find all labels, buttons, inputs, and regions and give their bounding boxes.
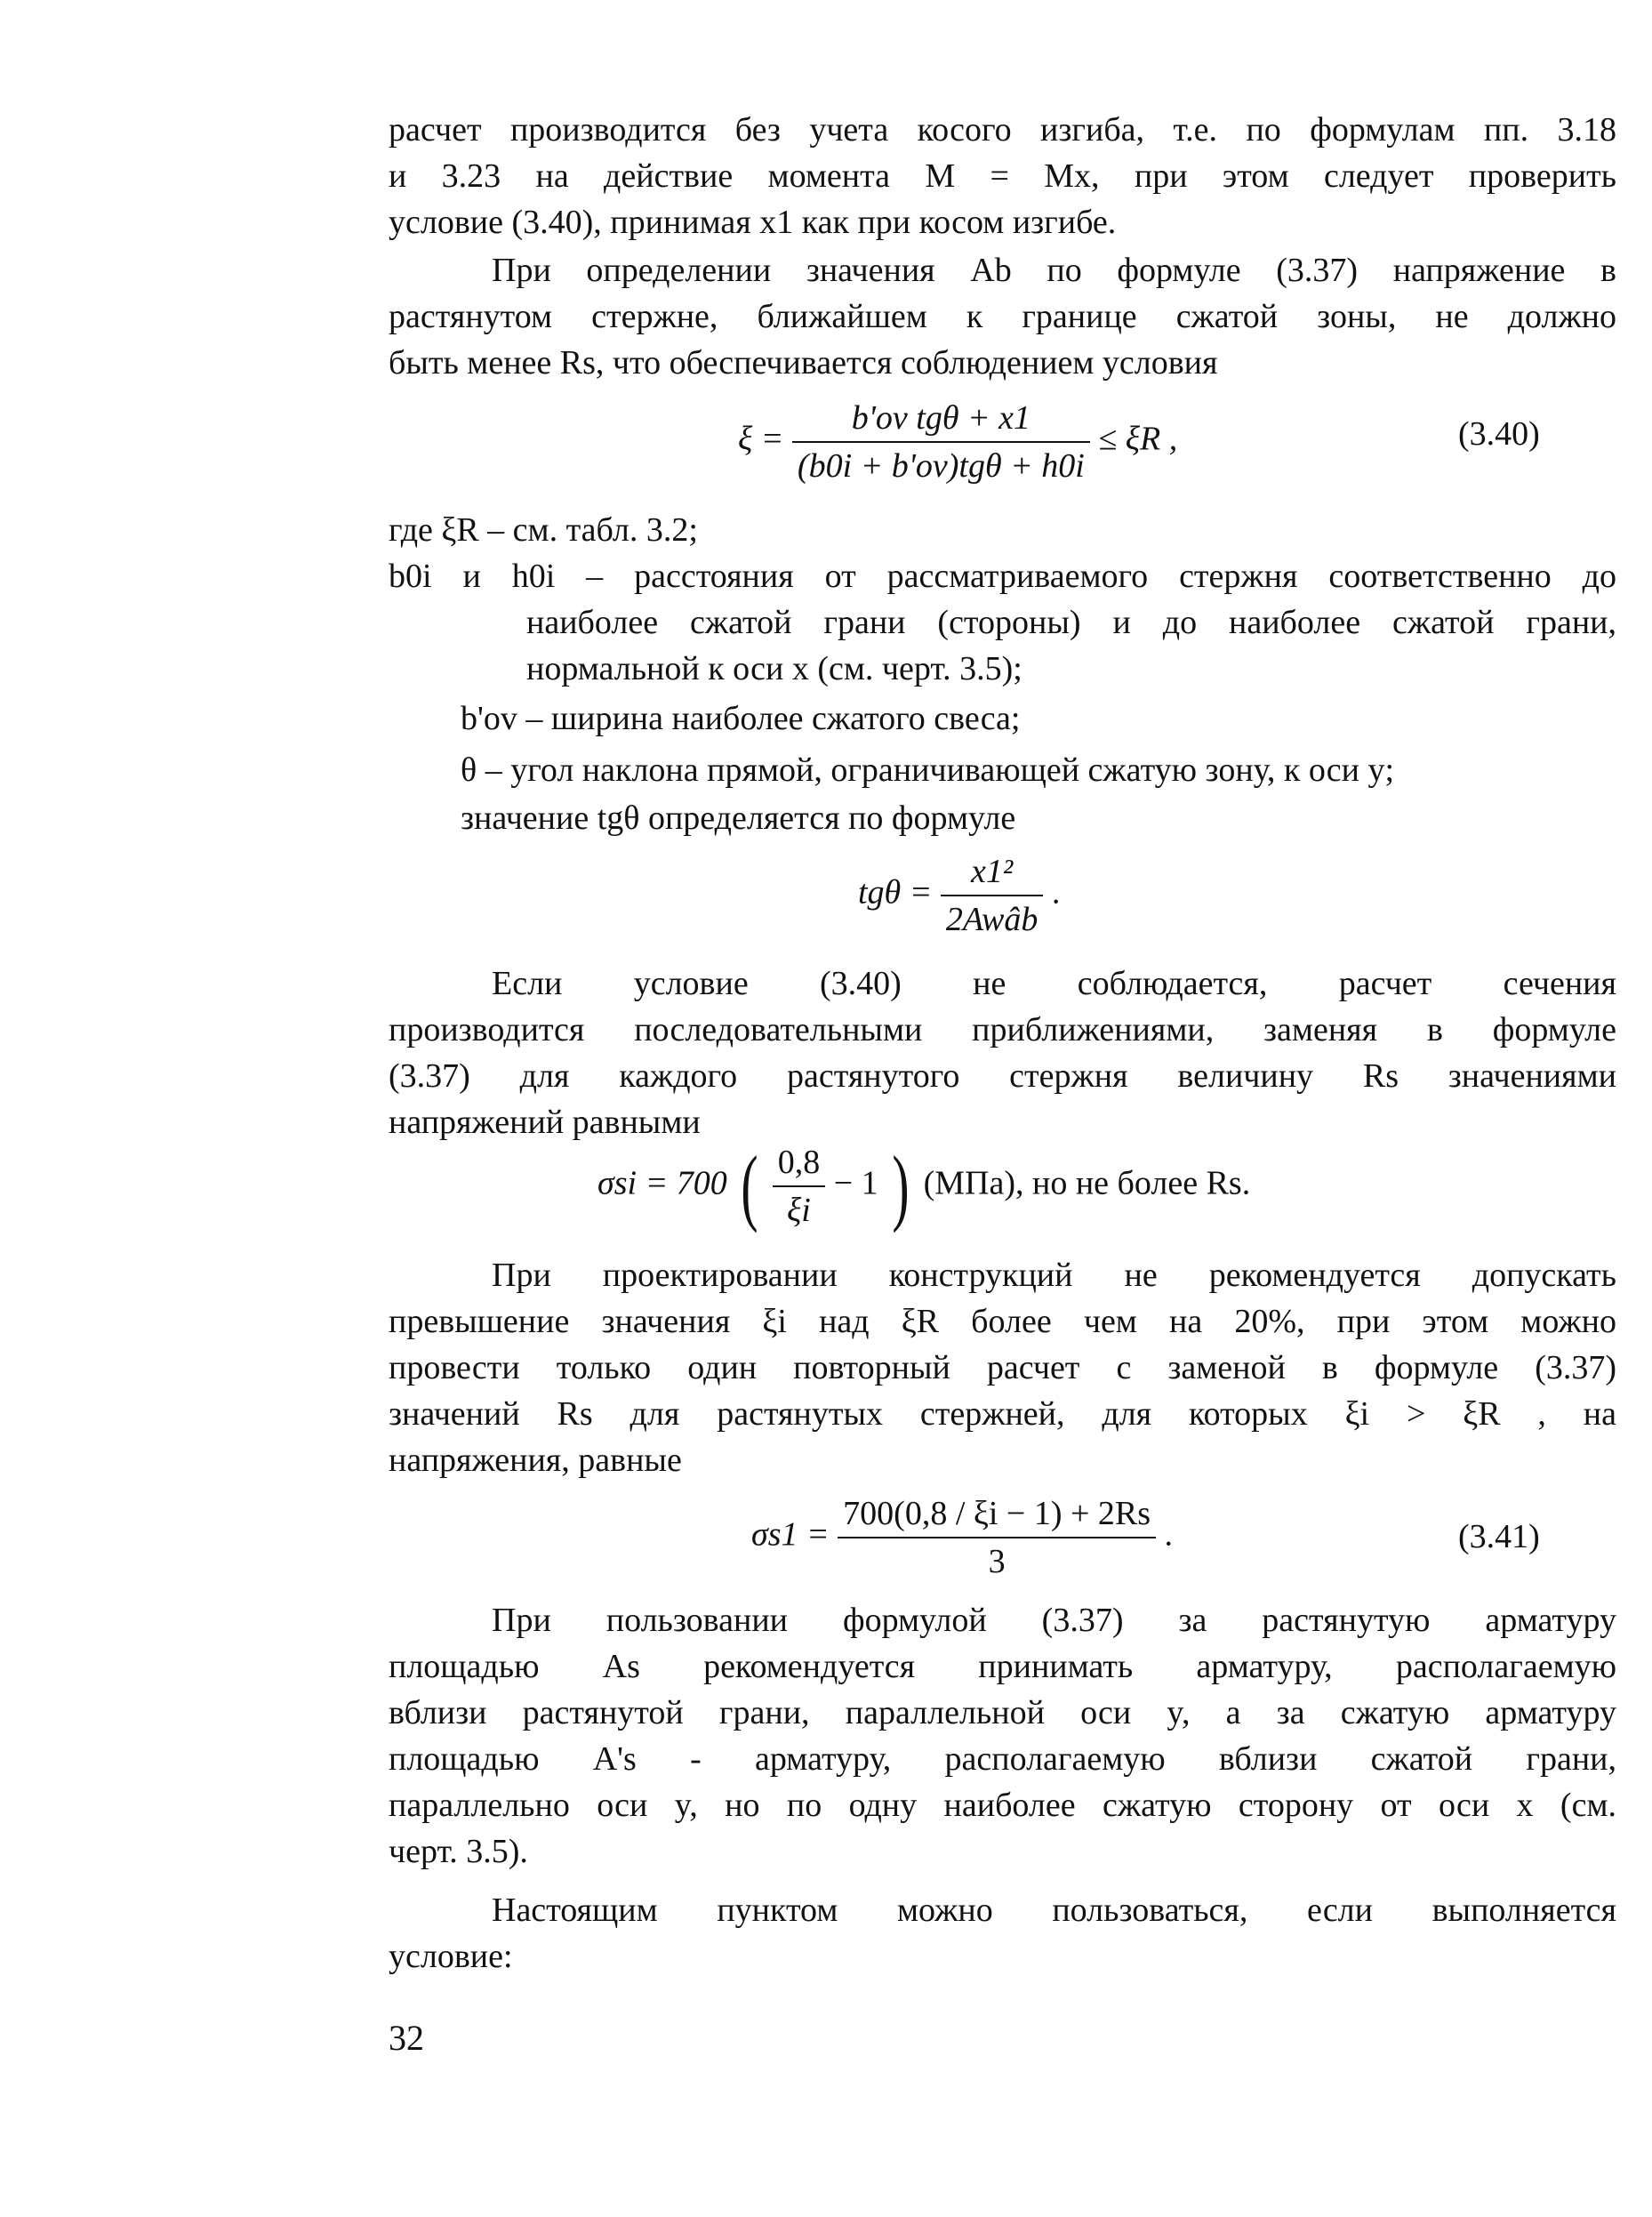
- text-line: условие:: [389, 1938, 513, 1975]
- definition-tg-theta: значение tgθ определяется по формуле: [461, 799, 1016, 837]
- definition-continuation: нормальной к оси x (см. черт. 3.5);: [526, 650, 1022, 687]
- text-line: производится последовательными приближениями, заменяя в формуле: [389, 1011, 1616, 1048]
- text-line: условие (3.40), принимая x1 как при косом изгибе.: [389, 204, 1117, 241]
- eq-numerator: 700(0,8 / ξi − 1) + 2Rs: [838, 1494, 1156, 1538]
- eq-rhs: .: [1051, 873, 1061, 912]
- eq-denominator: 3: [988, 1543, 1006, 1580]
- paragraph-5: [389, 1597, 1616, 1875]
- eq-lhs: ξ =: [738, 420, 784, 458]
- eq-denominator: ξi: [787, 1192, 811, 1229]
- text-line: Настоящим пунктом можно пользоваться, если выполняется: [492, 1892, 1616, 1929]
- definition-xi-r: где ξR – см. табл. 3.2;: [389, 511, 698, 549]
- equation-3-41: [751, 1494, 1173, 1581]
- page-number: 32: [389, 2018, 424, 2058]
- text-line: и 3.23 на действие момента M = Mx, при этом следует проверить: [389, 157, 1616, 195]
- left-paren: (: [741, 1138, 758, 1233]
- paragraph-1: [389, 107, 1616, 245]
- equation-sigma-si: [597, 1138, 1251, 1233]
- text-line: (3.37) для каждого растянутого стержня величину Rs значениями: [389, 1057, 1616, 1095]
- definition-b0i-h0i: b0i и h0i – расстояния от рассматриваемого стержня соответственно до: [389, 558, 1616, 595]
- eq-denominator: (b0i + b'ov)tgθ + h0i: [797, 447, 1085, 485]
- eq-fraction: [773, 1143, 826, 1230]
- text-line: превышение значения ξi над ξR более чем на 20%, при этом можно: [389, 1303, 1616, 1340]
- text-line: Если условие (3.40) не соблюдается, расчет сечения: [492, 965, 1616, 1002]
- equation-number: (3.41): [1458, 1518, 1540, 1555]
- text-line: вблизи растянутой грани, параллельной оси y, а за сжатую арматуру: [389, 1694, 1616, 1731]
- text-line: напряжения, равные: [389, 1442, 682, 1479]
- definition-continuation: наиболее сжатой грани (стороны) и до наиболее сжатой грани,: [526, 604, 1616, 641]
- paragraph-2: [389, 247, 1616, 386]
- text-line: При определении значения Ab по формуле (3.37) напряжение в: [492, 252, 1616, 289]
- eq-denominator: 2Awâb: [945, 901, 1039, 938]
- text-line: площадью A's - арматуру, располагаемую вблизи сжатой грани,: [389, 1740, 1616, 1778]
- eq-numerator: 0,8: [773, 1143, 826, 1187]
- definition-b-ov: b'ov – ширина наиболее сжатого свеса;: [461, 700, 1021, 737]
- right-paren: ): [892, 1138, 910, 1233]
- eq-minus: − 1: [833, 1164, 878, 1202]
- eq-numerator: b'ov tgθ + x1: [792, 398, 1090, 443]
- definition-theta: θ – угол наклона прямой, ограничивающей сжатую зону, к оси y;: [461, 751, 1395, 789]
- text-line: При пользовании формулой (3.37) за растянутую арматуру: [492, 1602, 1616, 1639]
- text-line: При проектировании конструкций не рекомендуется допускать: [492, 1257, 1616, 1294]
- eq-fraction: [838, 1494, 1156, 1581]
- paragraph-3: [389, 960, 1616, 1145]
- text-line: значений Rs для растянутых стержней, для которых ξi > ξR , на: [389, 1395, 1616, 1433]
- text-line: быть менее Rs, что обеспечивается соблюдением условия: [389, 344, 1218, 382]
- eq-lhs: σs1 =: [751, 1515, 830, 1554]
- text-line: площадью As рекомендуется принимать арматуру, располагаемую: [389, 1648, 1616, 1685]
- eq-fraction: [941, 852, 1043, 939]
- eq-lhs: σsi = 700: [597, 1164, 727, 1202]
- text-line: провести только один повторный расчет с заменой в формуле (3.37): [389, 1349, 1616, 1386]
- text-line: напряжений равными: [389, 1104, 701, 1141]
- eq-rhs: .: [1164, 1515, 1174, 1554]
- eq-numerator: x1²: [941, 852, 1043, 896]
- text-line: расчет производится без учета косого изгиба, т.е. по формулам пп. 3.18: [389, 111, 1616, 149]
- text-line: черт. 3.5).: [389, 1833, 528, 1870]
- eq-fraction: [792, 398, 1090, 486]
- eq-rhs: ≤ ξR ,: [1098, 420, 1178, 458]
- equation-number: (3.40): [1458, 415, 1540, 453]
- paragraph-4: [389, 1252, 1616, 1483]
- equation-tg-theta: [858, 852, 1060, 939]
- eq-lhs: tgθ =: [858, 873, 933, 912]
- equation-3-40: [738, 398, 1177, 486]
- text-line: растянутом стержне, ближайшем к границе сжатой зоны, не должно: [389, 298, 1616, 335]
- text-line: параллельно оси y, но по одну наиболее сжатую сторону от оси x (см.: [389, 1787, 1616, 1824]
- eq-rhs: (МПа), но не более Rs.: [923, 1164, 1251, 1202]
- paragraph-6: [389, 1887, 1616, 1980]
